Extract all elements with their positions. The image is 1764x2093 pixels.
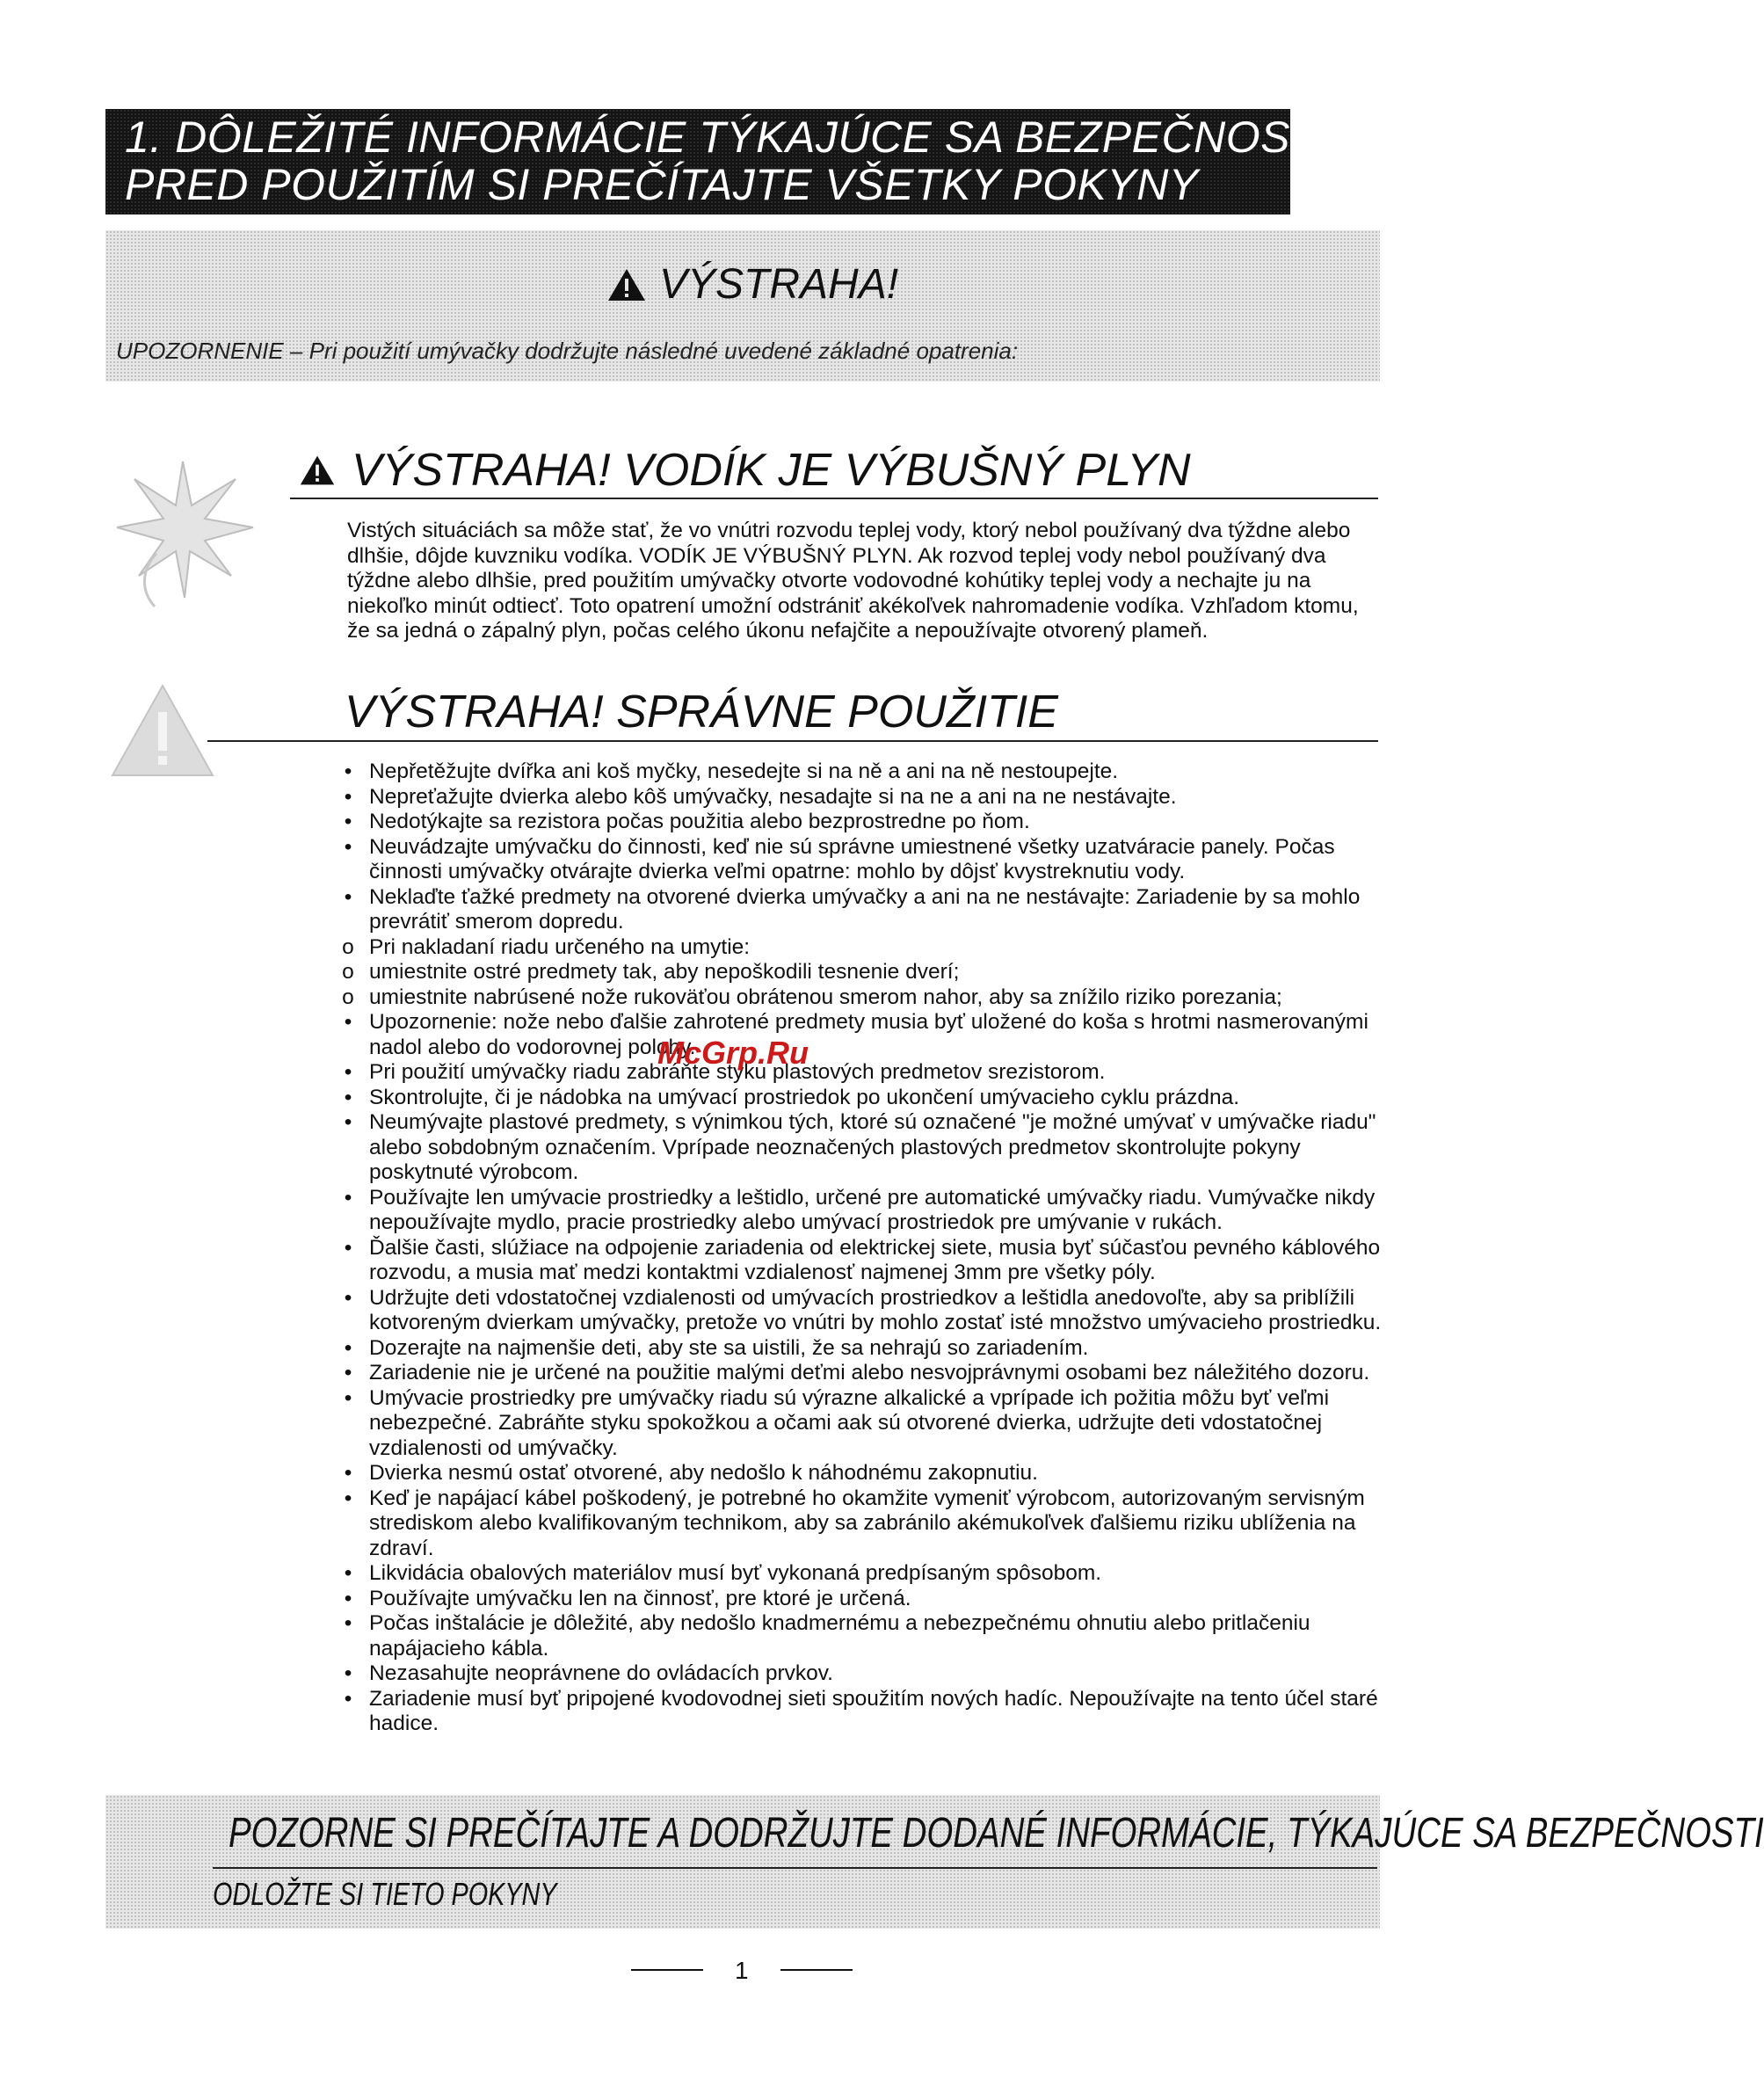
list-item-marker: • xyxy=(344,1461,352,1485)
explosion-icon xyxy=(104,444,262,620)
watermark: McGrp.Ru xyxy=(657,1035,809,1071)
list-item-marker: • xyxy=(344,759,352,783)
title-line-1: 1. DÔLEŽITÉ INFORMÁCIE TÝKAJÚCE SA BEZPEČNOSTI xyxy=(125,113,1331,162)
usage-divider xyxy=(207,740,1378,742)
list-item-marker: • xyxy=(344,834,352,859)
list-item-text: Používajte len umývacie prostriedky a leštidlo, určené pre automatické umývačky riadu. Vumývačke nikdy nepoužívajte mydlo, pracie prostriedky alebo umývací prostriedok pre umývanie v rukách. xyxy=(369,1185,1376,1234)
list-item-marker: • xyxy=(344,810,352,833)
list-item-text: Likvidácia obalových materiálov musí byť vykonaná predpísaným spôsobom. xyxy=(369,1561,1102,1585)
list-item-text: Udržujte deti vdostatočnej vzdialenosti od umývacích prostriedkov a leštidla anedovoľte, aby sa priblížili kotvoreným dvierkam umývačky, pretože vo vnútri by mohlo zostať isté množstvo umývacieho prostriedku. xyxy=(369,1285,1382,1334)
list-item-text: Nedotýkajte sa rezistora počas použitia alebo bezprostredne po ňom. xyxy=(369,810,1030,833)
list-item-text: Neumývajte plastové predmety, s výnimkou tých, ktoré sú označené "je možné umývať v umývačke riadu" alebo sobdobným označením. Vprípade neoznačených plastových predmetov skontrolujte pokyny poskytnuté výrobcom. xyxy=(369,1110,1376,1184)
list-item-marker: • xyxy=(344,1010,352,1034)
list-item xyxy=(334,1336,1389,1362)
list-item xyxy=(334,935,1389,961)
hydrogen-paragraph: Vistých situáciách sa môže stať, že vo vnútri rozvodu teplej vody, ktorý nebol používaný dva týždne alebo dlhšie, dôjde kuvzniku vodíka. VODÍK JE VÝBUŠNÝ PLYN. Ak rozvod teplej vody nebol používaný dva týždne alebo dlhšie, pred použitím umývačky otvorte vodovodné kohútiky teplej vody a nechajte ju na niekoľko minút odtiecť. Toto opatrení umožní odstrániť akékoľvek nahromadenie vodíka. Vzhľadom ktomu, že sa jedná o zápalný plyn, počas celého úkonu nefajčite a nepoužívajte otvorený plameň. xyxy=(347,519,1359,643)
list-item xyxy=(334,1110,1389,1186)
list-item-text: Umývacie prostriedky pre umývačky riadu sú výrazne alkalické a vprípade ich požitia môžu byť veľmi nebezpečné. Zabráňte styku spokožkou a očami aak sú otvorené dvierka, udržujte deti vdostatočnej vzdialenosti od umývačky. xyxy=(369,1385,1330,1460)
list-item-marker: • xyxy=(344,1285,352,1310)
list-item xyxy=(334,759,1389,785)
list-item-marker: • xyxy=(344,1185,352,1210)
list-item-text: Nepreťažujte dvierka alebo kôš umývačky, nesadajte si na ne a ani na ne nestávajte. xyxy=(369,784,1177,809)
title-line-2: PRED POUŽITÍM SI PREČÍTAJTE VŠETKY POKYNY xyxy=(125,160,1199,209)
list-item-text: Pri nakladaní riadu určeného na umytie: xyxy=(369,934,751,959)
list-item-text: Keď je napájací kábel poškodený, je potrebné ho okamžite vymeniť výrobcom, autorizovaným servisným strediskom alebo kvalifikovaným technikom, aby sa zabránilo akémukoľvek ďalšiemu riziku ublíženia na zdraví. xyxy=(369,1486,1365,1560)
list-item-marker: • xyxy=(344,884,352,909)
list-item xyxy=(334,960,1389,985)
list-item-text: Dozerajte na najmenšie deti, aby ste sa uistili, že sa nehrajú so zariadením. xyxy=(369,1335,1089,1360)
list-item xyxy=(334,835,1389,885)
list-item-marker: • xyxy=(344,1611,352,1635)
warning-subtext: UPOZORNENIE – Pri použití umývačky dodržujte následné uvedené základné opatrenia: xyxy=(116,338,1019,364)
list-item-marker: • xyxy=(344,1561,352,1585)
warning-triangle-icon xyxy=(299,454,336,487)
list-item xyxy=(334,1561,1389,1587)
list-item-marker: • xyxy=(344,1361,352,1384)
page-number-dash-left xyxy=(631,1969,703,1971)
list-item xyxy=(334,885,1389,935)
list-item-marker: • xyxy=(344,1235,352,1260)
list-item-marker: o xyxy=(342,960,354,984)
list-item-text: Zariadenie musí byť pripojené kvodovodnej sieti spoužitím nových hadíc. Nepoužívajte na tento účel staré hadice. xyxy=(369,1686,1378,1735)
list-item xyxy=(334,1286,1389,1336)
warning-heading: VÝSTRAHA! xyxy=(659,261,899,308)
list-item-text: Nezasahujte neoprávnene do ovládacích prvkov. xyxy=(369,1661,833,1685)
list-item-text: Upozornenie: nože nebo ďalšie zahrotené predmety musia byť uložené do koša s hrotmi nasmerovanými nadol alebo do vodorovnej polohy. xyxy=(369,1010,1368,1059)
warning-heading-row xyxy=(606,260,898,309)
list-item-text: umiestnite nabrúsené nože rukoväťou obrátenou smerom nahor, aby sa znížilo riziko porezania; xyxy=(369,985,1282,1009)
list-item-text: Zariadenie nie je určené na použitie malými deťmi alebo nesvojprávnymi osobami bez náležitého dozoru. xyxy=(369,1361,1370,1384)
list-item xyxy=(334,1236,1389,1286)
bottom-divider xyxy=(213,1867,1377,1869)
list-item-text: Neuvádzajte umývačku do činnosti, keď nie sú správne umiestnené všetky uzatváracie panely. Počas činnosti umývačky otvárajte dvierka veľmi opatrne: mohlo by dôjsť kvystreknutiu vody. xyxy=(369,834,1335,883)
list-item-marker: • xyxy=(344,1661,352,1685)
list-item xyxy=(334,1661,1389,1687)
list-item xyxy=(334,1486,1389,1562)
list-item-text: Neklaďte ťažké predmety na otvorené dvierka umývačky a ani na ne nestávajte: Zariadenie by sa mohlo prevrátiť smerom dopredu. xyxy=(369,884,1361,934)
list-item xyxy=(334,985,1389,1011)
list-item xyxy=(334,1010,1389,1060)
list-item-marker: • xyxy=(344,1686,352,1711)
list-item-marker: • xyxy=(344,784,352,809)
hydrogen-divider xyxy=(290,498,1378,499)
list-item-marker: o xyxy=(342,985,354,1009)
list-item-marker: • xyxy=(344,1335,352,1360)
list-item-marker: • xyxy=(344,1110,352,1134)
list-item xyxy=(334,1060,1389,1086)
list-item-text: Pri použití umývačky riadu zabráňte styku plastových predmetov srezistorom. xyxy=(369,1060,1106,1084)
list-item-text: Počas inštalácie je dôležité, aby nedošlo knadmernému a nebezpečnému ohnutiu alebo pritlačeniu napájacieho kábla. xyxy=(369,1611,1310,1661)
list-item-marker: • xyxy=(344,1085,352,1109)
list-item xyxy=(334,1186,1389,1236)
list-item xyxy=(334,810,1389,835)
list-item xyxy=(334,785,1389,810)
list-item xyxy=(334,1086,1389,1111)
list-item-marker: • xyxy=(344,1060,352,1084)
usage-heading-row xyxy=(345,686,1058,738)
list-item-text: umiestnite ostré predmety tak, aby nepoškodili tesnenie dverí; xyxy=(369,960,960,984)
list-item xyxy=(334,1386,1389,1462)
large-warning-triangle-icon xyxy=(109,682,216,779)
page-number-dash-right xyxy=(780,1969,853,1971)
list-item-marker: o xyxy=(342,934,354,959)
title-banner xyxy=(105,109,1331,214)
keep-instructions: ODLOŽTE SI TIETO POKYNY xyxy=(213,1876,557,1912)
list-item xyxy=(334,1461,1389,1486)
list-item-text: Skontrolujte, či je nádobka na umývací prostriedok po ukončení umývacieho cyklu prázdna. xyxy=(369,1085,1240,1109)
list-item-text: Nepřetěžujte dvířka ani koš myčky, nesedejte si na ně a ani na ně nestoupejte. xyxy=(369,759,1119,783)
hydrogen-heading: VÝSTRAHA! VODÍK JE VÝBUŠNÝ PLYN xyxy=(352,445,1191,496)
list-item xyxy=(334,1587,1389,1612)
bottom-notice: POZORNE SI PREČÍTAJTE A DODRŽUJTE DODANÉ INFORMÁCIE, TÝKAJÚCE SA BEZPEČNOSTI xyxy=(229,1810,1764,1857)
list-item-marker: • xyxy=(344,1385,352,1410)
warning-triangle-icon xyxy=(606,267,647,302)
usage-list xyxy=(334,759,1389,1737)
list-item xyxy=(334,1611,1389,1661)
list-item xyxy=(334,1687,1389,1737)
list-item-text: Používajte umývačku len na činnosť, pre ktoré je určená. xyxy=(369,1586,911,1610)
list-item xyxy=(334,1361,1389,1386)
usage-heading: VÝSTRAHA! SPRÁVNE POUŽITIE xyxy=(345,687,1058,738)
list-item-marker: • xyxy=(344,1586,352,1610)
list-item-marker: • xyxy=(344,1486,352,1510)
list-item-text: Dvierka nesmú ostať otvorené, aby nedošlo k náhodnému zakopnutiu. xyxy=(369,1461,1038,1485)
page-number: 1 xyxy=(735,1957,749,1984)
hydrogen-heading-row xyxy=(299,444,1191,497)
warning-box xyxy=(105,230,1380,382)
list-item-text: Ďalšie časti, slúžiace na odpojenie zariadenia od elektrickej siete, musia byť súčasťou pevného káblového rozvodu, a musia mať medzi kontaktmi vzdialenosť najmenej 3mm pre všetky póly. xyxy=(369,1235,1381,1284)
bottom-box xyxy=(105,1795,1764,1929)
